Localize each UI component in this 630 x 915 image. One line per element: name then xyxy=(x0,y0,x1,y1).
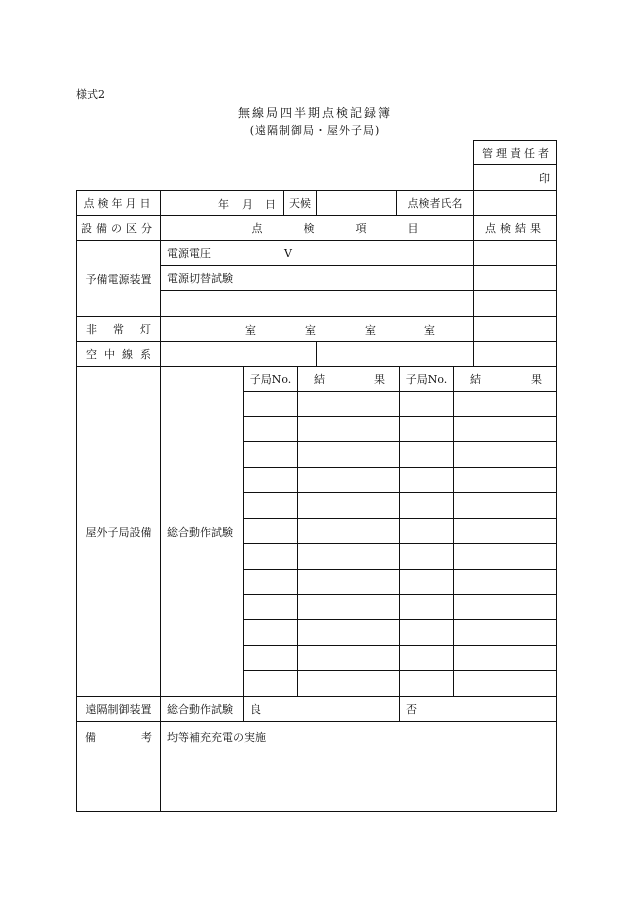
power-voltage-result[interactable] xyxy=(474,241,556,265)
inspection-result-header: 点検結果 xyxy=(485,222,545,235)
emergency-light-result[interactable] xyxy=(474,317,556,341)
inspection-item-header: 点 検 項 目 xyxy=(251,222,419,235)
document-title: 無線局四半期点検記録簿 xyxy=(237,106,392,120)
weather-label: 天候 xyxy=(289,197,311,210)
room-4: 室 xyxy=(424,324,435,337)
seal-mark: 印 xyxy=(539,171,550,185)
document-subtitle: (遠隔制御局・屋外子局) xyxy=(249,124,381,137)
backup-power-label: 予備電源装置 xyxy=(85,272,152,286)
room-1: 室 xyxy=(245,324,256,337)
equipment-category-header: 設備の区分 xyxy=(81,222,156,235)
emergency-light-rooms xyxy=(161,317,473,341)
manager-label: 管理責任者 xyxy=(482,146,552,160)
remote-control-test: 総合動作試験 xyxy=(167,703,233,716)
station-no-header-2: 子局No. xyxy=(405,373,448,386)
outdoor-station-test: 総合動作試験 xyxy=(167,525,233,539)
form-number: 様式2 xyxy=(76,88,105,101)
inspection-date-label: 点検年月日 xyxy=(83,197,154,210)
remarks-label: 備 考 xyxy=(85,731,152,744)
antenna-field-2[interactable] xyxy=(317,342,473,366)
power-extra-result[interactable] xyxy=(474,291,556,316)
day-label: 日 xyxy=(265,198,276,211)
inspector-name-field[interactable] xyxy=(474,191,556,215)
result-header-1: 結 果 xyxy=(314,373,385,386)
remarks-text[interactable]: 均等補充充電の実施 xyxy=(167,731,266,744)
result-bad-option[interactable]: 否 xyxy=(406,703,417,716)
remote-control-label: 遠隔制御装置 xyxy=(85,703,152,716)
inspector-name-label: 点検者氏名 xyxy=(407,197,463,210)
power-voltage-row: 電源電圧 V xyxy=(167,246,292,260)
antenna-field-1[interactable] xyxy=(161,342,316,366)
room-2: 室 xyxy=(305,324,316,337)
power-switch-test-row: 電源切替試験 xyxy=(167,272,233,285)
year-label: 年 xyxy=(218,198,229,211)
result-good-option[interactable]: 良 xyxy=(250,703,261,716)
month-label: 月 xyxy=(242,198,253,211)
power-switch-result[interactable] xyxy=(474,266,556,290)
weather-field[interactable] xyxy=(317,191,396,215)
station-no-header-1: 子局No. xyxy=(249,373,292,386)
room-3: 室 xyxy=(365,324,376,337)
emergency-light-label: 非 常 灯 xyxy=(86,323,151,336)
outdoor-station-label: 屋外子局設備 xyxy=(85,525,152,539)
antenna-system-label: 空 中 線 系 xyxy=(86,348,151,361)
antenna-result[interactable] xyxy=(474,342,556,366)
inspection-date-field[interactable] xyxy=(161,191,283,215)
result-header-2: 結 果 xyxy=(470,373,542,386)
